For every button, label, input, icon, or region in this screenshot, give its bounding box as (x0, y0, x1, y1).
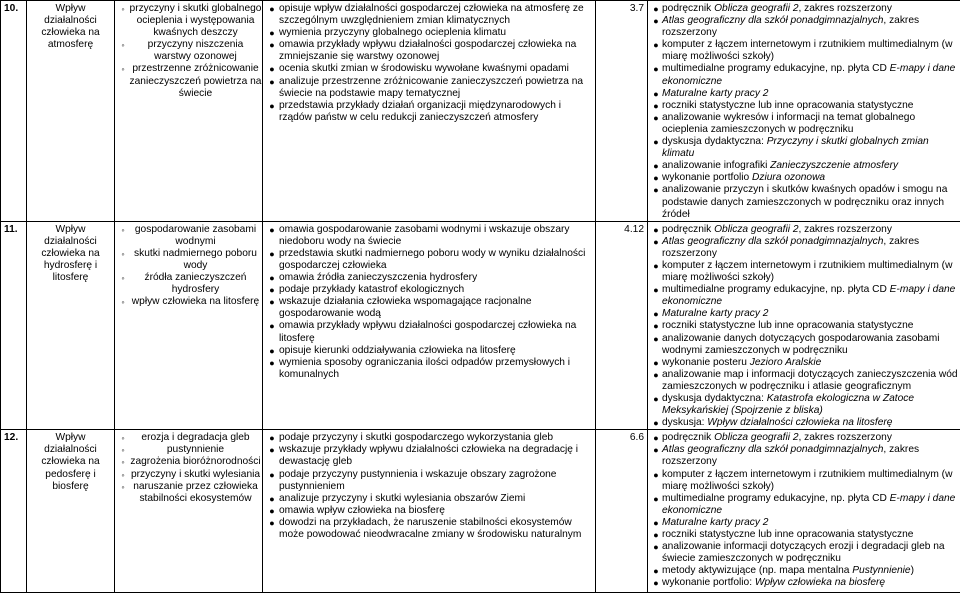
requirement-item (265, 248, 595, 272)
method-item (650, 160, 960, 172)
requirement-item-text: omawia źródła zanieczyszczenia hydrosfery (279, 272, 595, 284)
method-item-text (662, 469, 960, 493)
requirement-item (265, 284, 595, 296)
bullet-icon: ● (265, 63, 279, 75)
method-rest: , zakres rozszerzony (662, 444, 919, 467)
requirement-item-text: omawia gospodarowanie zasobami wodnymi i wskazuje obszary niedoboru wody na świecie (279, 224, 595, 248)
method-item (650, 333, 960, 357)
method-text: dyskusja dydaktyczna: (662, 393, 767, 404)
method-item-text (662, 541, 960, 565)
method-text: metody aktywizujące (np. mapa mentalna (662, 565, 852, 576)
bullet-icon: ● (650, 172, 662, 184)
method-item (650, 308, 960, 320)
method-italic: Oblicza geografii 2 (714, 3, 798, 14)
bullet-icon: ● (650, 493, 662, 517)
method-item-text (662, 577, 960, 589)
requirement-item-text: dowodzi na przykładach, że naruszenie stabilności ekosystemów może powodować nieodwracalne zmiany w środowisku naturalnym (279, 517, 595, 541)
bullet-icon: ● (265, 469, 279, 493)
method-text: wykonanie portfolio (662, 172, 752, 183)
bullet-icon: ◦ (117, 469, 129, 481)
content-item-text: źródła zanieczyszczeń hydrosfery (129, 272, 262, 296)
lesson-content (115, 430, 263, 593)
method-italic: Przyczyny i skutki globalnych zmian klimatu (662, 136, 929, 159)
lesson-methods (648, 430, 960, 593)
bullet-icon: ● (650, 541, 662, 565)
method-item-text (662, 529, 960, 541)
lesson-content (115, 221, 263, 430)
bullet-icon: ● (650, 333, 662, 357)
method-item (650, 517, 960, 529)
bullet-icon: ● (650, 224, 662, 236)
method-item (650, 136, 960, 160)
requirement-item (265, 517, 595, 541)
method-item-text (662, 160, 960, 172)
bullet-icon: ● (650, 417, 662, 429)
bullet-icon: ● (650, 100, 662, 112)
bullet-icon: ● (265, 224, 279, 248)
bullet-icon: ● (650, 469, 662, 493)
table-row (1, 221, 960, 430)
method-item-text (662, 284, 960, 308)
requirement-item (265, 272, 595, 284)
method-item (650, 493, 960, 517)
content-item (117, 444, 262, 456)
requirement-item (265, 39, 595, 63)
content-item-text: przyczyny i skutki globalnego ocieplenia i występowania kwaśnych deszczy (129, 3, 262, 39)
method-item (650, 565, 960, 577)
content-item (117, 469, 262, 481)
bullet-icon: ● (265, 3, 279, 27)
requirement-item-text: omawia wpływ człowieka na biosferę (279, 505, 595, 517)
method-text: wykonanie posteru (662, 357, 750, 368)
bullet-icon: ● (265, 517, 279, 541)
lesson-content (115, 1, 263, 222)
method-item (650, 284, 960, 308)
method-item-text (662, 517, 960, 529)
method-item (650, 236, 960, 260)
requirement-item-text: wymienia sposoby ograniczania ilości odpadów przemysłowych i komunalnych (279, 357, 595, 381)
method-italic: Atlas geograficzny dla szkół ponadgimnazjalnych (662, 15, 883, 26)
table-row (1, 1, 960, 222)
method-item (650, 357, 960, 369)
bullet-icon: ● (650, 308, 662, 320)
bullet-icon: ● (650, 260, 662, 284)
method-item (650, 88, 960, 100)
method-text: podręcznik (662, 432, 714, 443)
method-italic: Atlas geograficzny dla szkół ponadgimnazjalnych (662, 236, 883, 247)
method-italic: E-mapy i dane ekonomiczne (662, 284, 955, 307)
method-item-text (662, 172, 960, 184)
method-item-text (662, 39, 960, 63)
method-text: podręcznik (662, 3, 714, 14)
lesson-topic: Wpływ działalności człowieka na atmosferę (27, 1, 115, 222)
method-text: analizowanie informacji dotyczących erozji i degradacji gleb na świecie zamieszczonych w podręczniku (662, 541, 945, 564)
bullet-icon: ● (650, 565, 662, 577)
bullet-icon: ● (265, 76, 279, 100)
method-text: multimedialne programy edukacyjne, np. płyta CD (662, 284, 890, 295)
method-rest: , zakres rozszerzony (799, 3, 892, 14)
bullet-icon: ● (650, 320, 662, 332)
bullet-icon: ● (650, 577, 662, 589)
bullet-icon: ● (265, 248, 279, 272)
requirement-item-text: omawia przykłady wpływu działalności gospodarczej człowieka na zmniejszanie się warstwy ozonowej (279, 39, 595, 63)
method-item-text (662, 15, 960, 39)
method-item (650, 39, 960, 63)
method-item-text (662, 136, 960, 160)
bullet-icon: ◦ (117, 272, 129, 296)
content-item (117, 272, 262, 296)
curriculum-code: 3.7 (596, 1, 648, 222)
method-italic: Dziura ozonowa (752, 172, 825, 183)
bullet-icon: ● (650, 88, 662, 100)
lesson-requirements (263, 221, 596, 430)
curriculum-code: 4.12 (596, 221, 648, 430)
bullet-icon: ● (265, 444, 279, 468)
requirement-item (265, 505, 595, 517)
content-item (117, 296, 262, 308)
bullet-icon: ● (265, 27, 279, 39)
method-item (650, 444, 960, 468)
content-item-text: zagrożenia bioróżnorodności (129, 456, 262, 468)
method-text: dyskusja: (662, 417, 707, 428)
method-text: multimedialne programy edukacyjne, np. płyta CD (662, 63, 890, 74)
bullet-icon: ● (265, 39, 279, 63)
method-item-text (662, 493, 960, 517)
requirement-item-text: wymienia przyczyny globalnego ocieplenia klimatu (279, 27, 595, 39)
bullet-icon: ● (265, 100, 279, 124)
method-item-text (662, 112, 960, 136)
requirement-item (265, 345, 595, 357)
method-item (650, 184, 960, 220)
requirement-item (265, 493, 595, 505)
method-text: analizowanie infografiki (662, 160, 770, 171)
method-text: komputer z łączem internetowym i rzutnikiem multimedialnym (w miarę możliwości szkoły) (662, 469, 952, 492)
method-text: analizowanie danych dotyczących gospodarowania zasobami wodnymi zamieszczonych w podręczniku (662, 333, 940, 356)
method-item (650, 224, 960, 236)
bullet-icon: ◦ (117, 248, 129, 272)
content-item (117, 432, 262, 444)
method-item (650, 172, 960, 184)
bullet-icon: ● (650, 432, 662, 444)
lesson-methods (648, 221, 960, 430)
lesson-requirements (263, 1, 596, 222)
bullet-icon: ● (265, 493, 279, 505)
bullet-icon: ● (650, 15, 662, 39)
method-italic: Pustynnienie (852, 565, 910, 576)
method-text: multimedialne programy edukacyjne, np. płyta CD (662, 493, 890, 504)
bullet-icon: ◦ (117, 296, 129, 308)
method-item (650, 100, 960, 112)
lesson-requirements (263, 430, 596, 593)
method-item (650, 469, 960, 493)
method-italic: Maturalne karty pracy 2 (662, 88, 768, 99)
requirement-item-text: analizuje przestrzenne zróżnicowanie zanieczyszczeń powietrza na świecie na podstawie mapy tematycznej (279, 76, 595, 100)
method-item-text (662, 432, 960, 444)
requirement-item-text: podaje przyczyny i skutki gospodarczego wykorzystania gleb (279, 432, 595, 444)
requirement-item-text: wskazuje działania człowieka wspomagające racjonalne gospodarowanie wodą (279, 296, 595, 320)
requirement-item (265, 296, 595, 320)
method-italic: Wpływ człowieka na biosferę (755, 577, 885, 588)
bullet-icon: ● (650, 39, 662, 63)
bullet-icon: ● (650, 160, 662, 172)
method-text: roczniki statystyczne lub inne opracowania statystyczne (662, 100, 913, 111)
method-text: komputer z łączem internetowym i rzutnikiem multimedialnym (w miarę możliwości szkoły) (662, 39, 952, 62)
method-item-text (662, 260, 960, 284)
method-rest: , zakres rozszerzony (799, 432, 892, 443)
method-item (650, 541, 960, 565)
method-italic: Wpływ działalności człowieka na litosferę (707, 417, 892, 428)
method-item-text (662, 417, 960, 429)
requirement-item (265, 469, 595, 493)
requirement-item (265, 444, 595, 468)
curriculum-code: 6.6 (596, 430, 648, 593)
requirement-item (265, 357, 595, 381)
method-text: analizowanie wykresów i informacji na temat globalnego ocieplenia zamieszczonych w podręczniku (662, 112, 915, 135)
bullet-icon: ◦ (117, 481, 129, 505)
bullet-icon: ◦ (117, 456, 129, 468)
method-text: komputer z łączem internetowym i rzutnikiem multimedialnym (w miarę możliwości szkoły) (662, 260, 952, 283)
method-item (650, 15, 960, 39)
bullet-icon: ● (650, 284, 662, 308)
requirement-item (265, 100, 595, 124)
content-item (117, 224, 262, 248)
content-item-text: pustynnienie (129, 444, 262, 456)
content-item (117, 63, 262, 99)
content-item-text: przestrzenne zróżnicowanie zanieczyszczeń powietrza na świecie (129, 63, 262, 99)
method-item (650, 112, 960, 136)
requirement-item-text: ocenia skutki zmian w środowisku wywołane kwaśnymi opadami (279, 63, 595, 75)
method-rest: ) (911, 565, 914, 576)
requirement-item (265, 320, 595, 344)
bullet-icon: ● (650, 444, 662, 468)
bullet-icon: ● (265, 357, 279, 381)
bullet-icon: ● (265, 296, 279, 320)
method-italic: Jezioro Aralskie (750, 357, 822, 368)
method-item-text (662, 357, 960, 369)
bullet-icon: ◦ (117, 3, 129, 39)
method-text: podręcznik (662, 224, 714, 235)
content-item-text: wpływ człowieka na litosferę (129, 296, 262, 308)
bullet-icon: ◦ (117, 432, 129, 444)
content-item (117, 456, 262, 468)
table-row (1, 430, 960, 593)
bullet-icon: ● (265, 284, 279, 296)
method-item-text (662, 3, 960, 15)
method-item-text (662, 444, 960, 468)
lesson-number: 12. (1, 430, 27, 593)
method-item (650, 577, 960, 589)
method-text: roczniki statystyczne lub inne opracowania statystyczne (662, 320, 913, 331)
method-text: dyskusja dydaktyczna: (662, 136, 767, 147)
bullet-icon: ◦ (117, 444, 129, 456)
bullet-icon: ● (650, 529, 662, 541)
method-italic: E-mapy i dane ekonomiczne (662, 493, 955, 516)
requirement-item-text: omawia przykłady wpływu działalności gospodarczej człowieka na litosferę (279, 320, 595, 344)
bullet-icon: ● (650, 112, 662, 136)
method-item (650, 432, 960, 444)
requirement-item-text: przedstawia skutki nadmiernego poboru wody w wyniku działalności gospodarczej człowieka (279, 248, 595, 272)
requirement-item-text: analizuje przyczyny i skutki wylesiania obszarów Ziemi (279, 493, 595, 505)
method-text: analizowanie map i informacji dotyczących zanieczyszczenia wód zamieszczonych w podręczniku i atlasie geograficznym (662, 369, 958, 392)
bullet-icon: ● (650, 369, 662, 393)
method-item (650, 529, 960, 541)
lesson-number: 11. (1, 221, 27, 430)
content-item (117, 481, 262, 505)
method-text: roczniki statystyczne lub inne opracowania statystyczne (662, 529, 913, 540)
bullet-icon: ● (265, 320, 279, 344)
bullet-icon: ● (265, 345, 279, 357)
content-item-text: naruszanie przez człowieka stabilności ekosystemów (129, 481, 262, 505)
lesson-topic: Wpływ działalności człowieka na hydrosferę i litosferę (27, 221, 115, 430)
content-item-text: gospodarowanie zasobami wodnymi (129, 224, 262, 248)
content-item (117, 248, 262, 272)
content-item-text: skutki nadmiernego poboru wody (129, 248, 262, 272)
bullet-icon: ● (650, 184, 662, 220)
method-italic: Zanieczyszczenie atmosfery (770, 160, 898, 171)
method-item (650, 417, 960, 429)
method-italic: Maturalne karty pracy 2 (662, 517, 768, 528)
method-item-text (662, 63, 960, 87)
method-item-text (662, 100, 960, 112)
method-italic: Katastrofa ekologiczna w Zatoce Meksykańskiej (Spojrzenie z bliska) (662, 393, 914, 416)
method-item-text (662, 88, 960, 100)
content-item-text: przyczyny i skutki wylesiania (129, 469, 262, 481)
lesson-methods (648, 1, 960, 222)
method-rest: , zakres rozszerzony (662, 15, 919, 38)
bullet-icon: ● (650, 357, 662, 369)
method-italic: Atlas geograficzny dla szkół ponadgimnazjalnych (662, 444, 883, 455)
content-item (117, 39, 262, 63)
method-item-text (662, 393, 960, 417)
bullet-icon: ● (650, 517, 662, 529)
method-text: analizowanie przyczyn i skutków kwaśnych opadów i smogu na podstawie danych zamieszczonych w podręczniku oraz innych źródeł (662, 184, 947, 219)
method-italic: Oblicza geografii 2 (714, 432, 798, 443)
bullet-icon: ● (650, 136, 662, 160)
bullet-icon: ● (265, 272, 279, 284)
method-rest: , zakres rozszerzony (799, 224, 892, 235)
method-item (650, 260, 960, 284)
requirement-item-text: przedstawia przykłady działań organizacji międzynarodowych i rządów państw w celu redukcji zanieczyszczeń atmosfery (279, 100, 595, 124)
method-italic: Oblicza geografii 2 (714, 224, 798, 235)
method-italic: E-mapy i dane ekonomiczne (662, 63, 955, 86)
lesson-topic: Wpływ działalności człowieka na pedosferę i biosferę (27, 430, 115, 593)
bullet-icon: ◦ (117, 63, 129, 99)
method-item-text (662, 320, 960, 332)
method-rest: , zakres rozszerzony (662, 236, 919, 259)
requirement-item-text: opisuje kierunki oddziaływania człowieka na litosferę (279, 345, 595, 357)
method-item (650, 369, 960, 393)
requirement-item-text: podaje przyczyny pustynnienia i wskazuje obszary zagrożone pustynnieniem (279, 469, 595, 493)
method-item (650, 3, 960, 15)
content-item-text: przyczyny niszczenia warstwy ozonowej (129, 39, 262, 63)
method-item (650, 393, 960, 417)
method-item-text (662, 333, 960, 357)
method-item-text (662, 308, 960, 320)
bullet-icon: ● (265, 505, 279, 517)
bullet-icon: ◦ (117, 39, 129, 63)
bullet-icon: ● (650, 393, 662, 417)
method-item-text (662, 224, 960, 236)
requirement-item (265, 224, 595, 248)
content-item (117, 3, 262, 39)
bullet-icon: ● (650, 63, 662, 87)
bullet-icon: ◦ (117, 224, 129, 248)
requirement-item-text: opisuje wpływ działalności gospodarczej człowieka na atmosferę ze szczególnym uwzględnieniem zmian klimatycznych (279, 3, 595, 27)
method-text: wykonanie portfolio: (662, 577, 755, 588)
method-item (650, 63, 960, 87)
lesson-number: 10. (1, 1, 27, 222)
method-italic: Maturalne karty pracy 2 (662, 308, 768, 319)
bullet-icon: ● (650, 3, 662, 15)
requirement-item (265, 432, 595, 444)
requirement-item-text: wskazuje przykłady wpływu działalności człowieka na degradację i dewastację gleb (279, 444, 595, 468)
bullet-icon: ● (265, 432, 279, 444)
method-item (650, 320, 960, 332)
method-item-text (662, 184, 960, 220)
content-item-text: erozja i degradacja gleb (129, 432, 262, 444)
method-item-text (662, 565, 960, 577)
method-item-text (662, 369, 960, 393)
bullet-icon: ● (650, 236, 662, 260)
method-item-text (662, 236, 960, 260)
requirement-item (265, 27, 595, 39)
requirement-item-text: podaje przykłady katastrof ekologicznych (279, 284, 595, 296)
requirement-item (265, 63, 595, 75)
requirement-item (265, 76, 595, 100)
requirement-item (265, 3, 595, 27)
